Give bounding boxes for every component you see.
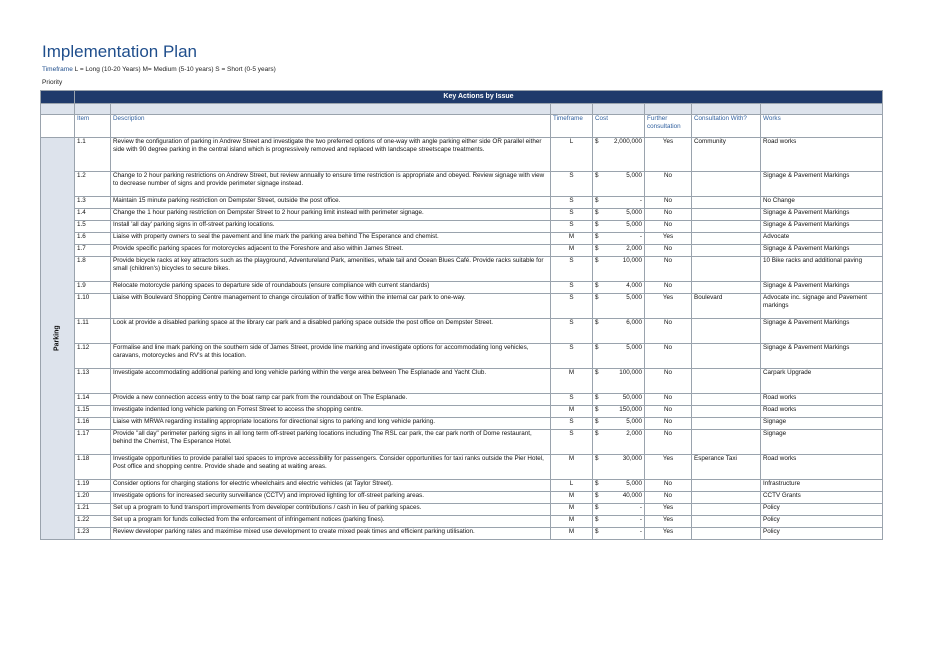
works-cell: Road works: [761, 455, 883, 480]
header-blank: [41, 115, 75, 138]
timeframe-legend: [42, 66, 276, 73]
cost-cell: [593, 257, 645, 282]
timeframe-cell: S: [551, 197, 593, 209]
consultation-with-cell: [692, 492, 761, 504]
further-consultation-cell: No: [645, 344, 692, 369]
cost-cell: [593, 406, 645, 418]
cost-amount: -: [639, 528, 642, 535]
works-cell: 10 Bike racks and additional paving: [761, 257, 883, 282]
consultation-with-cell: [692, 504, 761, 516]
cost-amount: 2,000: [626, 245, 642, 252]
further-consultation-cell: No: [645, 418, 692, 430]
cost-cell: [593, 394, 645, 406]
consultation-with-cell: [692, 245, 761, 257]
currency-symbol: $: [595, 504, 599, 511]
cost-amount: -: [639, 504, 642, 511]
table-row: [41, 528, 883, 540]
consultation-with-cell: [692, 418, 761, 430]
currency-symbol: $: [595, 319, 599, 326]
item-cell: 1.3: [75, 197, 111, 209]
further-consultation-cell: No: [645, 492, 692, 504]
further-consultation-cell: Yes: [645, 138, 692, 172]
band-row: [41, 104, 883, 115]
table-row: [41, 430, 883, 455]
works-cell: Advocate inc. signage and Pavement markings: [761, 294, 883, 319]
page-title: Implementation Plan: [42, 42, 197, 61]
consultation-with-cell: [692, 319, 761, 344]
description-cell: Provide specific parking spaces for motorcycles adjacent to the Foreshore and also within James Street.: [111, 245, 551, 257]
item-cell: 1.20: [75, 492, 111, 504]
description-cell: Look at provide a disabled parking space at the library car park and a disabled parking space outside the post office on Dempster Street.: [111, 319, 551, 344]
table-row: [41, 455, 883, 480]
band-cell: [692, 104, 761, 115]
timeframe-cell: S: [551, 344, 593, 369]
further-consultation-cell: No: [645, 430, 692, 455]
description-cell: Liaise with Boulevard Shopping Centre management to change circulation of traffic flow within the internal car park to one-way.: [111, 294, 551, 319]
description-cell: Provide bicycle racks at key attractors such as the playground, Adventureland Park, amenities, whale tail and Ocean Blues Café. Provide racks suitable for small (children's) bicycles to secure bikes.: [111, 257, 551, 282]
col-header-description: Description: [111, 115, 551, 138]
cost-cell: [593, 430, 645, 455]
cost-amount: 5,000: [626, 418, 642, 425]
cost-cell: [593, 172, 645, 197]
currency-symbol: $: [595, 516, 599, 523]
consultation-with-cell: [692, 344, 761, 369]
currency-symbol: $: [595, 369, 599, 376]
currency-symbol: $: [595, 221, 599, 228]
description-cell: Investigate accommodating additional parking and long vehicle parking within the verge area between The Esplanade and Yacht Club.: [111, 369, 551, 394]
item-cell: 1.15: [75, 406, 111, 418]
cost-amount: 30,000: [622, 455, 642, 462]
currency-symbol: $: [595, 344, 599, 351]
currency-symbol: $: [595, 172, 599, 179]
cost-cell: [593, 138, 645, 172]
further-consultation-cell: No: [645, 406, 692, 418]
cost-cell: [593, 418, 645, 430]
timeframe-cell: S: [551, 172, 593, 197]
timeframe-cell: M: [551, 245, 593, 257]
description-cell: Change to 2 hour parking restrictions on Andrew Street, but review annually to ensure time restriction is appropriate and obeyed. Review signage with view to decrease number of signs and provide perimeter signage instead.: [111, 172, 551, 197]
table-row: [41, 344, 883, 369]
further-consultation-cell: Yes: [645, 455, 692, 480]
further-consultation-cell: No: [645, 369, 692, 394]
further-consultation-cell: No: [645, 257, 692, 282]
timeframe-text: L = Long (10-20 Years) M= Medium (5-10 years) S = Short (0-5 years): [72, 66, 276, 73]
cost-amount: 4,000: [626, 282, 642, 289]
timeframe-cell: S: [551, 221, 593, 233]
table-row: [41, 394, 883, 406]
works-cell: Signage & Pavement Markings: [761, 344, 883, 369]
item-cell: 1.17: [75, 430, 111, 455]
column-header-row: [41, 115, 883, 138]
table-row: [41, 319, 883, 344]
cost-cell: [593, 504, 645, 516]
consultation-with-cell: [692, 406, 761, 418]
further-consultation-cell: No: [645, 221, 692, 233]
cost-cell: [593, 528, 645, 540]
cost-amount: 40,000: [622, 492, 642, 499]
table-row: [41, 245, 883, 257]
table-row: [41, 221, 883, 233]
description-cell: Investigate options for increased security surveillance (CCTV) and improved lighting for off-street parking areas.: [111, 492, 551, 504]
table-row: [41, 480, 883, 492]
works-cell: Signage & Pavement Markings: [761, 319, 883, 344]
timeframe-cell: L: [551, 480, 593, 492]
table-row: [41, 209, 883, 221]
consultation-with-cell: Boulevard: [692, 294, 761, 319]
currency-symbol: $: [595, 197, 599, 204]
further-consultation-cell: Yes: [645, 516, 692, 528]
table-row: [41, 282, 883, 294]
timeframe-cell: M: [551, 406, 593, 418]
col-header-timeframe: Timeframe: [551, 115, 593, 138]
consultation-with-cell: [692, 209, 761, 221]
works-cell: Signage: [761, 418, 883, 430]
consultation-with-cell: [692, 516, 761, 528]
timeframe-cell: M: [551, 455, 593, 480]
currency-symbol: $: [595, 430, 599, 437]
cost-amount: 5,000: [626, 344, 642, 351]
col-header-item: Item: [75, 115, 111, 138]
description-cell: Provide "all day" perimeter parking signs in all long term off-street parking locations including The RSL car park, the car park north of Dome restaurant, behind the Chemist, The Esperance Hotel.: [111, 430, 551, 455]
item-cell: 1.12: [75, 344, 111, 369]
consultation-with-cell: [692, 172, 761, 197]
description-cell: Consider options for charging stations for electric wheelchairs and electric vehicles (at Taylor Street).: [111, 480, 551, 492]
consultation-with-cell: [692, 221, 761, 233]
description-cell: Provide a new connection access entry to the boat ramp car park from the roundabout on The Esplanade.: [111, 394, 551, 406]
description-cell: Liaise with property owners to seal the pavement and line mark the parking area behind The Esperance and chemist.: [111, 233, 551, 245]
timeframe-cell: M: [551, 233, 593, 245]
cost-cell: [593, 294, 645, 319]
band-cell: [645, 104, 692, 115]
cost-amount: -: [639, 233, 642, 240]
item-cell: 1.6: [75, 233, 111, 245]
works-cell: Signage & Pavement Markings: [761, 209, 883, 221]
cost-cell: [593, 344, 645, 369]
further-consultation-cell: No: [645, 282, 692, 294]
timeframe-cell: S: [551, 418, 593, 430]
category-cell: [41, 138, 75, 540]
description-cell: Investigate indented long vehicle parking on Forrest Street to access the shopping centre.: [111, 406, 551, 418]
cost-amount: 5,000: [626, 172, 642, 179]
works-cell: Signage: [761, 430, 883, 455]
table-row: [41, 233, 883, 245]
item-cell: 1.16: [75, 418, 111, 430]
description-cell: Formalise and line mark parking on the southern side of James Street, provide line marking and investigate options for accommodating long vehicles, caravans, motorcycles and RV's at this location.: [111, 344, 551, 369]
timeframe-cell: M: [551, 516, 593, 528]
category-label: Parking: [53, 325, 61, 352]
description-cell: Set up a program for funds collected from the enforcement of infringement notices (parking fines).: [111, 516, 551, 528]
timeframe-cell: M: [551, 528, 593, 540]
col-header-consult-with: Consultation With?: [692, 115, 761, 138]
table-row: [41, 257, 883, 282]
currency-symbol: $: [595, 294, 599, 301]
cost-cell: [593, 516, 645, 528]
cost-cell: [593, 319, 645, 344]
band-cell: [761, 104, 883, 115]
item-cell: 1.18: [75, 455, 111, 480]
section-header: Key Actions by Issue: [75, 91, 883, 104]
description-cell: Install 'all day' parking signs in off-street parking locations.: [111, 221, 551, 233]
currency-symbol: $: [595, 455, 599, 462]
cost-amount: 5,000: [626, 294, 642, 301]
works-cell: Policy: [761, 504, 883, 516]
description-cell: Relocate motorcycle parking spaces to departure side of roundabouts (ensure compliance with current standards): [111, 282, 551, 294]
further-consultation-cell: No: [645, 172, 692, 197]
col-header-works: Works: [761, 115, 883, 138]
cost-amount: 5,000: [626, 221, 642, 228]
timeframe-cell: S: [551, 319, 593, 344]
item-cell: 1.11: [75, 319, 111, 344]
consultation-with-cell: [692, 257, 761, 282]
consultation-with-cell: [692, 430, 761, 455]
timeframe-cell: S: [551, 257, 593, 282]
works-cell: Signage & Pavement Markings: [761, 172, 883, 197]
works-cell: Policy: [761, 516, 883, 528]
currency-symbol: $: [595, 394, 599, 401]
currency-symbol: $: [595, 282, 599, 289]
section-header-row: [41, 91, 883, 104]
table-row: [41, 197, 883, 209]
further-consultation-cell: Yes: [645, 528, 692, 540]
further-consultation-cell: Yes: [645, 233, 692, 245]
item-cell: 1.10: [75, 294, 111, 319]
cost-amount: 150,000: [619, 406, 642, 413]
cost-amount: -: [639, 516, 642, 523]
timeframe-cell: L: [551, 138, 593, 172]
table-row: [41, 294, 883, 319]
item-cell: 1.19: [75, 480, 111, 492]
table-row: [41, 406, 883, 418]
band-cell: [593, 104, 645, 115]
item-cell: 1.21: [75, 504, 111, 516]
currency-symbol: $: [595, 492, 599, 499]
consultation-with-cell: [692, 369, 761, 394]
further-consultation-cell: Yes: [645, 294, 692, 319]
table-row: [41, 138, 883, 172]
cost-cell: [593, 233, 645, 245]
item-cell: 1.1: [75, 138, 111, 172]
table-row: [41, 418, 883, 430]
description-cell: Change the 1 hour parking restriction on Dempster Street to 2 hour parking limit instead with perimeter signage.: [111, 209, 551, 221]
currency-symbol: $: [595, 406, 599, 413]
band-cell: [551, 104, 593, 115]
table-row: [41, 504, 883, 516]
timeframe-cell: S: [551, 430, 593, 455]
col-header-further: Further consultation: [645, 115, 692, 138]
table-row: [41, 492, 883, 504]
further-consultation-cell: No: [645, 245, 692, 257]
consultation-with-cell: Community: [692, 138, 761, 172]
item-cell: 1.9: [75, 282, 111, 294]
cost-cell: [593, 282, 645, 294]
works-cell: Advocate: [761, 233, 883, 245]
further-consultation-cell: No: [645, 319, 692, 344]
currency-symbol: $: [595, 418, 599, 425]
consultation-with-cell: Esperance Taxi: [692, 455, 761, 480]
cost-cell: [593, 221, 645, 233]
cost-cell: [593, 455, 645, 480]
cost-cell: [593, 197, 645, 209]
works-cell: Road works: [761, 394, 883, 406]
consultation-with-cell: [692, 480, 761, 492]
item-cell: 1.13: [75, 369, 111, 394]
timeframe-cell: M: [551, 504, 593, 516]
cost-cell: [593, 369, 645, 394]
description-cell: Investigate opportunities to provide parallel taxi spaces to improve accessibility for passengers. Consider opportunities for taxi ranks outside the Pier Hotel, Post office and shopping centre. Provide shade and seating at waiting areas.: [111, 455, 551, 480]
item-cell: 1.2: [75, 172, 111, 197]
consultation-with-cell: [692, 282, 761, 294]
timeframe-cell: S: [551, 394, 593, 406]
cost-amount: 50,000: [622, 394, 642, 401]
cost-amount: 5,000: [626, 480, 642, 487]
consultation-with-cell: [692, 197, 761, 209]
cost-amount: 2,000,000: [613, 138, 642, 145]
cost-amount: 10,000: [622, 257, 642, 264]
works-cell: No Change: [761, 197, 883, 209]
description-cell: Review the configuration of parking in Andrew Street and investigate the two preferred options of one-way with angle parking either side OR parallel either side with 90 degree parking in the central island which is progressively removed and replaced with landscape streetscape treatments.: [111, 138, 551, 172]
description-cell: Review developer parking rates and maximise mixed use development to create mixed peak times and efficient parking utilisation.: [111, 528, 551, 540]
col-header-cost: Cost: [593, 115, 645, 138]
further-consultation-cell: No: [645, 197, 692, 209]
table-row: [41, 516, 883, 528]
item-cell: 1.8: [75, 257, 111, 282]
works-cell: Policy: [761, 528, 883, 540]
section-header-lead: [41, 91, 75, 104]
description-cell: Set up a program to fund transport improvements from developer contributions / cash in lieu of parking spaces.: [111, 504, 551, 516]
table-row: [41, 369, 883, 394]
works-cell: CCTV Grants: [761, 492, 883, 504]
cost-cell: [593, 209, 645, 221]
priority-label: Priority: [42, 79, 63, 86]
currency-symbol: $: [595, 209, 599, 216]
currency-symbol: $: [595, 257, 599, 264]
works-cell: Carpark Upgrade: [761, 369, 883, 394]
description-cell: Maintain 15 minute parking restriction on Dempster Street, outside the post office.: [111, 197, 551, 209]
item-cell: 1.4: [75, 209, 111, 221]
cost-amount: 6,000: [626, 319, 642, 326]
item-cell: 1.7: [75, 245, 111, 257]
description-cell: Liaise with MRWA regarding installing appropriate locations for directional signs to parking and long vehicle parking.: [111, 418, 551, 430]
works-cell: Infrastructure: [761, 480, 883, 492]
further-consultation-cell: No: [645, 209, 692, 221]
works-cell: Signage & Pavement Markings: [761, 245, 883, 257]
band-cell: [41, 104, 75, 115]
item-cell: 1.23: [75, 528, 111, 540]
works-cell: Signage & Pavement Markings: [761, 221, 883, 233]
timeframe-label: Timeframe: [42, 66, 73, 73]
table-row: [41, 172, 883, 197]
consultation-with-cell: [692, 528, 761, 540]
currency-symbol: $: [595, 528, 599, 535]
cost-amount: 2,000: [626, 430, 642, 437]
cost-amount: 100,000: [619, 369, 642, 376]
currency-symbol: $: [595, 480, 599, 487]
item-cell: 1.14: [75, 394, 111, 406]
timeframe-cell: M: [551, 369, 593, 394]
cost-amount: -: [639, 197, 642, 204]
band-cell: [111, 104, 551, 115]
timeframe-cell: S: [551, 294, 593, 319]
item-cell: 1.5: [75, 221, 111, 233]
timeframe-cell: S: [551, 282, 593, 294]
cost-cell: [593, 480, 645, 492]
currency-symbol: $: [595, 138, 599, 145]
works-cell: Road works: [761, 138, 883, 172]
further-consultation-cell: No: [645, 480, 692, 492]
timeframe-cell: S: [551, 209, 593, 221]
further-consultation-cell: No: [645, 394, 692, 406]
currency-symbol: $: [595, 233, 599, 240]
consultation-with-cell: [692, 394, 761, 406]
item-cell: 1.22: [75, 516, 111, 528]
cost-cell: [593, 245, 645, 257]
timeframe-cell: M: [551, 492, 593, 504]
band-cell: [75, 104, 111, 115]
implementation-table: [40, 90, 883, 540]
cost-amount: 5,000: [626, 209, 642, 216]
works-cell: Road works: [761, 406, 883, 418]
works-cell: Signage & Pavement Markings: [761, 282, 883, 294]
consultation-with-cell: [692, 233, 761, 245]
cost-cell: [593, 492, 645, 504]
further-consultation-cell: Yes: [645, 504, 692, 516]
currency-symbol: $: [595, 245, 599, 252]
